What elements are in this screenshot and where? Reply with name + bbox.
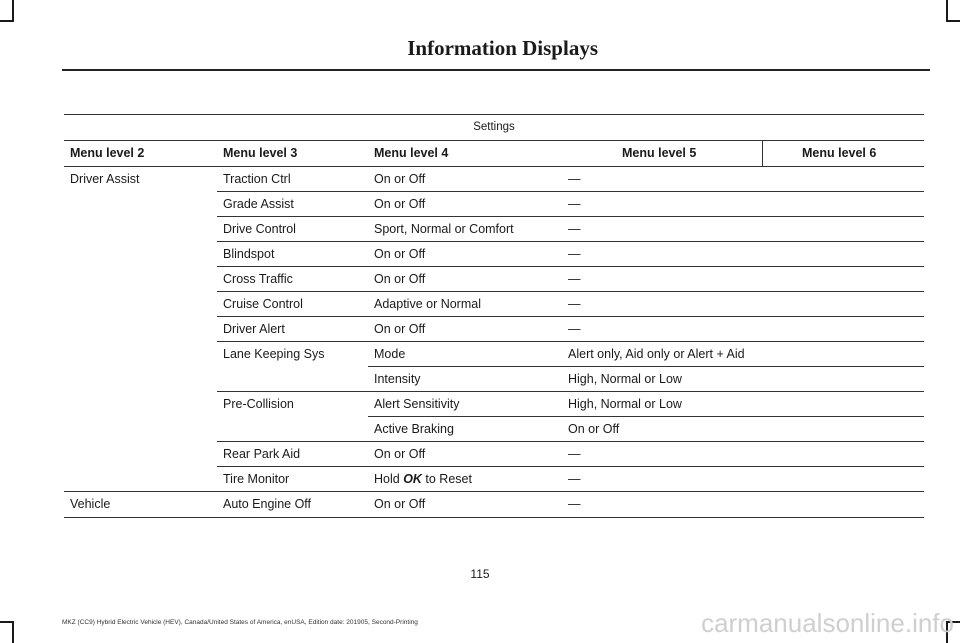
table-row [64,342,924,367]
cell-level4: On or Off [374,247,426,261]
cell-level4: On or Off [374,197,426,211]
cell-level4: On or Off [374,172,426,186]
column-header-level5: Menu level 5 [622,146,697,160]
cell-level5: — [568,247,581,261]
cell-level5: — [568,447,581,461]
cell-level3: Cross Traffic [223,272,293,286]
watermark-logo: carmanualsonline.info [701,608,954,638]
cell-level4: Intensity [374,372,421,386]
cell-level4: On or Off [374,322,426,336]
cell-level5: — [568,472,581,486]
crop-mark [12,621,14,643]
cell-level3: Blindspot [223,247,275,261]
cell-level3: Auto Engine Off [223,497,312,511]
table-row [64,417,924,442]
cell-level5: On or Off [568,422,620,436]
table-row [64,367,924,392]
table-row [64,292,924,317]
cell-level5: — [568,172,581,186]
cell-level5: — [568,272,581,286]
column-header-level3: Menu level 3 [223,146,298,160]
crop-mark [0,621,14,623]
cell-level3: Drive Control [223,222,296,236]
footer-edition-text: MKZ (CC9) Hybrid Electric Vehicle (HEV), Canada/United States of America, enUSA, Edition date: 201905, Second-Printing [62,619,418,626]
table-row [64,167,924,192]
cell-level5: — [568,297,581,311]
crop-mark [12,0,14,22]
crop-mark [946,0,948,22]
table-row [64,242,924,267]
cell-level4: Mode [374,347,406,361]
cell-level3: Traction Ctrl [223,172,291,186]
table-row [64,217,924,242]
header-rule [62,69,930,71]
cell-level4: Alert Sensitivity [374,397,460,411]
cell-level5: High, Normal or Low [568,372,682,386]
column-header-level4: Menu level 4 [374,146,449,160]
table-header-row [64,141,924,167]
table-caption: Settings [64,114,924,141]
cell-level3: Lane Keeping Sys [223,347,325,361]
ok-button-label: OK [403,472,422,486]
cell-level4: Sport, Normal or Comfort [374,222,514,236]
table-row [64,267,924,292]
cell-level5: Alert only, Aid only or Alert + Aid [568,347,745,361]
table-row [64,492,924,518]
cell-level4-prefix: Hold [374,472,404,486]
table-row [64,317,924,342]
cell-level4 [374,467,472,492]
settings-table [64,114,924,518]
cell-level5: — [568,222,581,236]
cell-level5: — [568,322,581,336]
cell-level3: Pre-Collision [223,397,294,411]
cell-level4-suffix: to Reset [421,472,472,486]
cell-level3: Driver Alert [223,322,285,336]
page-title: Information Displays [407,36,598,60]
cell-level4: On or Off [374,272,426,286]
cell-level5: High, Normal or Low [568,397,682,411]
cell-level2: Vehicle [70,497,111,511]
page-number: 115 [470,567,490,581]
table-row [64,392,924,417]
column-header-level6: Menu level 6 [802,146,877,160]
cell-level4: Adaptive or Normal [374,297,481,311]
crop-mark [0,20,14,22]
cell-level3: Rear Park Aid [223,447,301,461]
table-row [64,467,924,492]
column-header-level2: Menu level 2 [70,146,145,160]
cell-level2: Driver Assist [70,172,140,186]
cell-level3: Grade Assist [223,197,294,211]
cell-level3: Cruise Control [223,297,303,311]
crop-mark [946,20,960,22]
cell-level4: Active Braking [374,422,454,436]
table-row [64,192,924,217]
cell-level5: — [568,497,581,511]
cell-level4: On or Off [374,497,426,511]
column-divider [762,141,763,166]
cell-level4: On or Off [374,447,426,461]
cell-level5: — [568,197,581,211]
cell-level3: Tire Monitor [223,472,290,486]
table-row [64,442,924,467]
